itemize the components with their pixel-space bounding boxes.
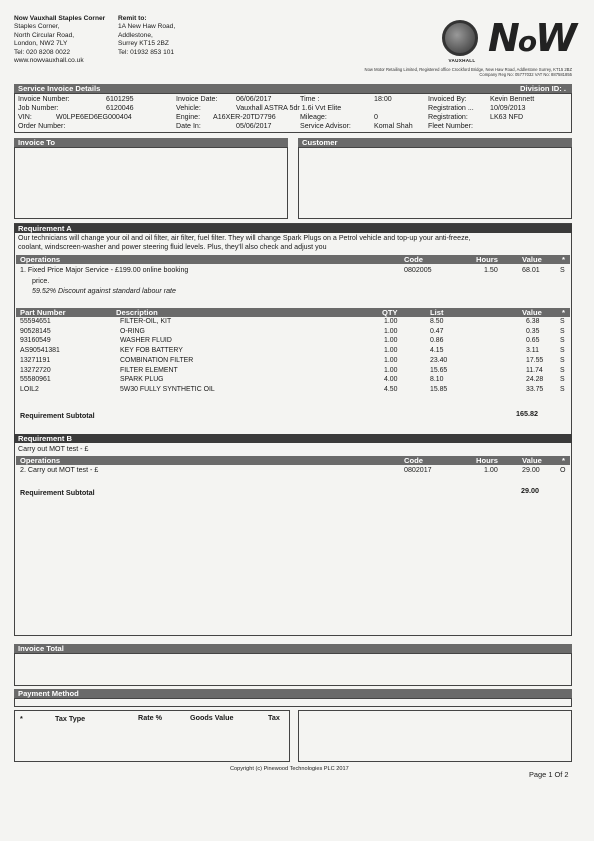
parts-header xyxy=(16,308,570,317)
subtotal-value: 165.82 xyxy=(516,409,538,418)
requirement-b-header xyxy=(14,434,572,443)
label: Registration: xyxy=(428,113,468,121)
part-number: 55580961 xyxy=(20,376,51,384)
part-qty: 1.00 xyxy=(384,318,398,325)
vauxhall-wordmark: VAUXHALL xyxy=(448,58,476,63)
operation-description: price. xyxy=(32,277,50,285)
part-value: 0.35 xyxy=(526,327,540,335)
division-id: Division ID: . xyxy=(520,84,566,93)
label: Vehicle: xyxy=(176,104,201,112)
operation-hours: 1.00 xyxy=(484,466,498,474)
tax-header: Tax xyxy=(268,713,280,722)
totals-box xyxy=(298,710,572,762)
part-value: 33.75 xyxy=(526,385,544,393)
part-number: 55594651 xyxy=(20,318,51,325)
part-description: WASHER FLUID xyxy=(120,337,172,345)
subtotal-value: 29.00 xyxy=(521,486,539,495)
vehicle: Vauxhall ASTRA 5dr 1.6i Vvt Elite xyxy=(236,104,342,112)
col-operations: Operations xyxy=(20,456,61,465)
col-value: Value xyxy=(522,456,542,465)
now-wordmark: NoW xyxy=(488,16,575,60)
invoice-total-header xyxy=(14,644,572,653)
part-flag: S xyxy=(560,327,565,335)
remit-line: Surrey KT15 2BZ xyxy=(118,40,169,48)
label: Service Advisor: xyxy=(300,122,351,130)
col-flag: * xyxy=(562,255,565,264)
requirement-a-description: coolant, windscreen-washer and power steering fluid levels. Plus, they'll also check and adjust you xyxy=(18,243,327,251)
label: Engine: xyxy=(176,113,201,121)
job-number: 6120046 xyxy=(106,104,134,112)
remit-address xyxy=(118,15,175,57)
part-value: 11.74 xyxy=(526,366,543,374)
label: Mileage: xyxy=(300,113,327,121)
part-list-price: 15.65 xyxy=(430,366,448,374)
copyright: Copyright (c) Pinewood Technologies PLC 2017 xyxy=(230,766,349,772)
part-description: FILTER-OIL, KIT xyxy=(120,318,172,325)
col-qty: QTY xyxy=(382,308,398,317)
page-number: Page 1 Of 2 xyxy=(529,770,569,779)
registration: LK63 NFD xyxy=(490,113,524,121)
section-title: Requirement A xyxy=(18,224,72,233)
part-flag: S xyxy=(560,356,565,364)
part-description: SPARK PLUG xyxy=(120,376,164,384)
operation-description: 2. Carry out MOT test - £ xyxy=(20,466,99,474)
label: Job Number: xyxy=(18,104,59,112)
dealer-line: London, NW2 7LY xyxy=(14,40,68,48)
invoice-to-box xyxy=(14,147,288,219)
label: Registration ... xyxy=(428,104,474,112)
part-list-price: 15.85 xyxy=(430,385,448,393)
invoiced-by: Kevin Bennett xyxy=(490,95,535,103)
part-qty: 1.00 xyxy=(384,356,398,364)
part-number: 13271191 xyxy=(20,356,51,364)
section-title: Payment Method xyxy=(18,689,79,698)
fine-print-line: Now Motor Retailing Limited, Registered office Crockford Bridge, New Haw Road, Addlestone Surrey, KT15 2BZ xyxy=(364,67,572,72)
time: 18:00 xyxy=(374,95,392,103)
operation-value: 68.01 xyxy=(522,266,540,274)
operation-code: 0802005 xyxy=(404,266,432,274)
subtotal-label: Requirement Subtotal xyxy=(20,488,95,497)
operation-code: 0802017 xyxy=(404,466,432,474)
col-description: Description xyxy=(116,308,158,317)
section-title: Requirement B xyxy=(18,434,73,443)
section-title: Invoice Total xyxy=(18,644,64,653)
requirement-a-header xyxy=(14,224,572,233)
engine: A16XER-20TD7796 xyxy=(213,113,276,121)
customer-box xyxy=(298,147,572,219)
label: Invoice Date: xyxy=(176,95,218,103)
part-number: 93160549 xyxy=(20,337,51,345)
part-value: 24.28 xyxy=(526,376,544,384)
operations-header-a xyxy=(16,255,570,264)
invoice-number: 6101295 xyxy=(106,95,134,103)
part-list-price: 0.86 xyxy=(430,337,444,345)
operation-discount-note: 59.52% Discount against standard labour rate xyxy=(32,287,176,295)
col-list: List xyxy=(430,308,444,317)
col-code: Code xyxy=(404,255,423,264)
part-value: 17.55 xyxy=(526,356,544,364)
part-flag: S xyxy=(560,385,565,393)
brand-logo xyxy=(440,16,575,64)
part-list-price: 8.50 xyxy=(430,318,444,325)
rate-header: Rate % xyxy=(138,713,162,722)
dealer-line: North Circular Road, xyxy=(14,31,75,39)
part-description: KEY FOB BATTERY xyxy=(120,347,183,355)
remit-line: Addlestone, xyxy=(118,31,153,39)
remit-line: 1A New Haw Road, xyxy=(118,23,176,31)
label: Invoice Number: xyxy=(18,95,70,103)
part-number: LOIL2 xyxy=(20,385,39,393)
operation-flag: O xyxy=(560,466,566,474)
label: VIN: xyxy=(18,113,32,121)
subtotal-label: Requirement Subtotal xyxy=(20,411,95,420)
service-advisor: Komal Shah xyxy=(374,122,413,130)
part-list-price: 4.15 xyxy=(430,347,444,355)
vin: W0LPE6ED6EG000404 xyxy=(56,113,132,121)
fine-print-line: Company Reg No: 05777032 VAT No: 887581855 xyxy=(479,72,572,78)
goods-value-header: Goods Value xyxy=(190,713,234,722)
part-qty: 1.00 xyxy=(384,327,398,335)
col-flag: * xyxy=(562,456,565,465)
company-fine-print xyxy=(320,67,572,78)
part-list-price: 8.10 xyxy=(430,376,444,384)
invoice-total-box xyxy=(14,653,572,686)
col-part-number: Part Number xyxy=(20,308,66,317)
part-flag: S xyxy=(560,337,565,345)
dealer-phone: Tel: 020 8208 0022 xyxy=(14,48,71,56)
col-value: Value xyxy=(522,308,542,317)
part-qty: 1.00 xyxy=(384,347,398,355)
operation-flag: S xyxy=(560,266,565,274)
part-flag: S xyxy=(560,347,565,355)
dealer-line: Staples Corner, xyxy=(14,23,60,31)
section-title: Invoice To xyxy=(18,138,55,147)
col-code: Code xyxy=(404,456,423,465)
operations-header-b xyxy=(16,456,570,465)
date-in: 05/06/2017 xyxy=(236,122,272,130)
dealer-name: Now Vauxhall Staples Corner xyxy=(14,15,106,22)
section-title: Customer xyxy=(302,138,338,147)
dealer-website: www.nowvauxhall.co.uk xyxy=(14,57,84,65)
payment-method-header xyxy=(14,689,572,698)
tax-type-header: Tax Type xyxy=(55,714,86,723)
label: Time : xyxy=(300,95,320,103)
part-list-price: 0.47 xyxy=(430,327,444,335)
service-invoice-header xyxy=(14,84,572,93)
part-number: 13272720 xyxy=(20,366,51,374)
part-description: 5W30 FULLY SYNTHETIC OIL xyxy=(120,385,215,393)
operation-value: 29.00 xyxy=(522,466,540,474)
invoice-date: 06/06/2017 xyxy=(236,95,272,103)
part-list-price: 23.40 xyxy=(430,356,448,364)
part-number: 90528145 xyxy=(20,327,51,335)
dealer-address xyxy=(14,15,105,65)
part-description: O-RING xyxy=(120,327,145,335)
part-value: 0.65 xyxy=(526,337,540,345)
part-flag: S xyxy=(560,376,565,384)
part-flag: S xyxy=(560,318,565,325)
label: Order Number: xyxy=(18,122,66,130)
payment-method-box xyxy=(14,698,572,707)
part-value: 3.11 xyxy=(526,347,539,355)
part-description: COMBINATION FILTER xyxy=(120,356,194,364)
part-qty: 4.50 xyxy=(384,385,398,393)
requirement-a-description: Our technicians will change your oil and oil filter, air filter, fuel filter. They will change Spark Plugs on a Petrol vehicle and top-up your anti-freeze, xyxy=(18,234,471,242)
col-flag: * xyxy=(562,308,565,317)
col-value: Value xyxy=(522,255,542,264)
registration-date: 10/09/2013 xyxy=(490,104,526,112)
label: Date In: xyxy=(176,122,201,130)
invoice-to-header xyxy=(14,138,288,147)
mileage: 0 xyxy=(374,113,378,121)
col-hours: Hours xyxy=(476,456,498,465)
section-title: Service Invoice Details xyxy=(18,84,101,93)
col-operations: Operations xyxy=(20,255,61,264)
vauxhall-griffin-icon xyxy=(442,20,478,56)
part-description: FILTER ELEMENT xyxy=(120,366,178,374)
col-hours: Hours xyxy=(476,255,498,264)
remit-phone: Tel: 01932 853 101 xyxy=(118,48,175,56)
operation-hours: 1.50 xyxy=(484,266,498,274)
remit-title: Remit to: xyxy=(118,15,147,22)
label: Invoiced By: xyxy=(428,95,467,103)
part-flag: S xyxy=(560,366,565,374)
tax-star: * xyxy=(20,714,23,723)
part-number: AS90541381 xyxy=(20,347,60,355)
customer-header xyxy=(298,138,572,147)
part-qty: 1.00 xyxy=(384,366,398,374)
part-qty: 1.00 xyxy=(384,337,398,345)
operation-description: 1. Fixed Price Major Service - £199.00 online booking xyxy=(20,266,189,274)
requirement-b-description: Carry out MOT test - £ xyxy=(18,445,89,453)
part-value: 6.38 xyxy=(526,318,540,325)
part-qty: 4.00 xyxy=(384,376,398,384)
requirements-panel xyxy=(14,223,572,636)
label: Fleet Number: xyxy=(428,122,473,130)
